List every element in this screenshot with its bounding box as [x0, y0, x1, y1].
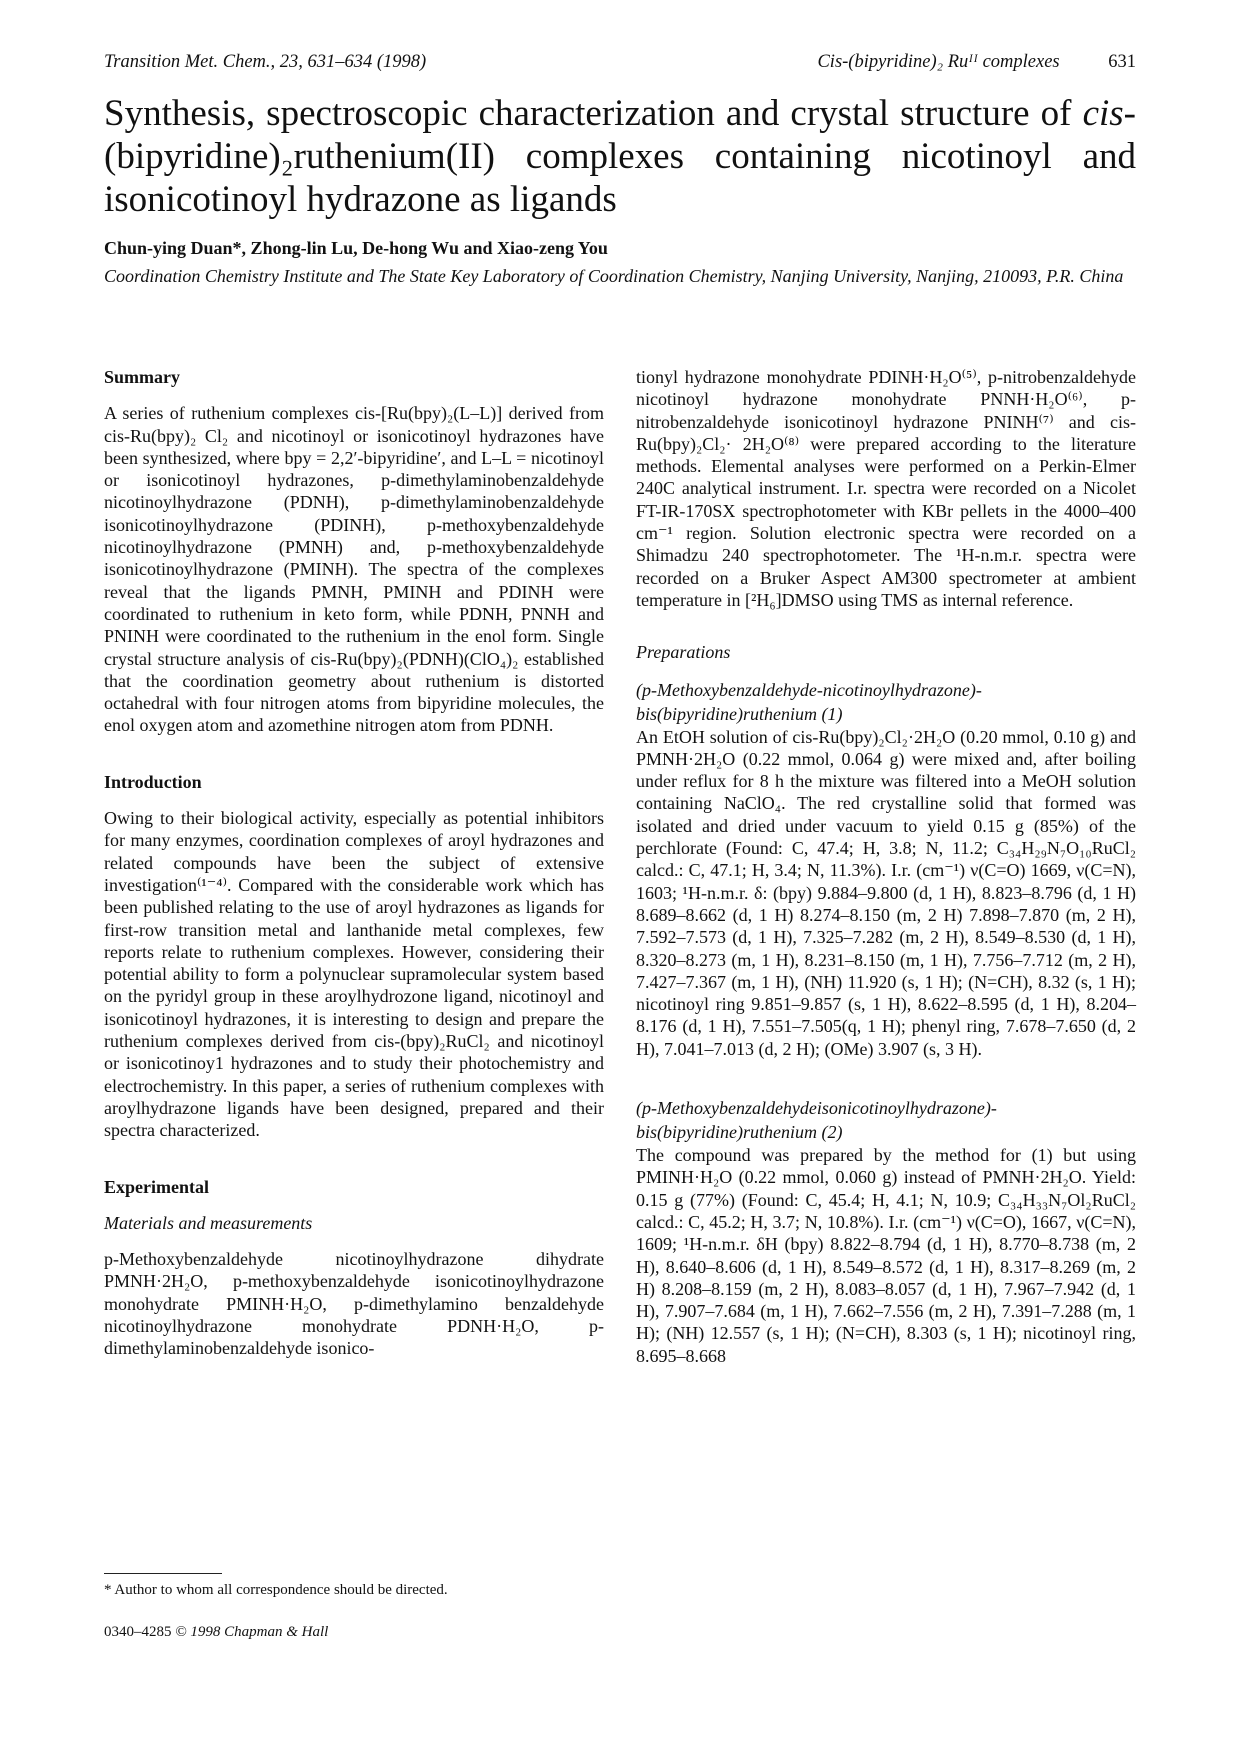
title-line-1: Synthesis, spectroscopic characterization and crystal structure of [104, 93, 1072, 134]
affiliation: Coordination Chemistry Institute and The State Key Laboratory of Coordination Chemistry, Nanjing University, Nanjing, 210093, P.R. China [104, 266, 1124, 286]
experimental-text-right: tionyl hydrazone monohydrate PDINH·H₂O⁽⁵⁾, p-nitrobenzaldehyde nicotinoyl hydrazone monohydrate PNNH·H₂O⁽⁶⁾, p-nitrobenzaldehyde isonicotinoyl hydrazone PNINH⁽⁷⁾ and cis-Ru(bpy)₂Cl₂· 2H₂O⁽⁸⁾ were prepared according to the literature methods. Elemental analyses were performed on a Perkin-Elmer 240C analytical instrument. I.r. spectra were recorded on a Nicolet FT-IR-170SX spectrophotometer with KBr pellets in the 4000–400 cm⁻¹ region. Solution electronic spectra were recorded on a Shimadzu 240 spectrophotometer. The ¹H-n.m.r. spectra were recorded on a Bruker Aspect AM300 spectrometer at ambient temperature in [²H₆]DMSO using TMS as internal reference. [636, 367, 1136, 610]
article-title [104, 92, 1136, 221]
experimental-heading: Experimental [104, 1176, 209, 1197]
preparations-heading: Preparations [636, 642, 731, 663]
page-number: 631 [1108, 52, 1136, 72]
summary-heading: Summary [104, 367, 180, 387]
footnote: * Author to whom all correspondence should be directed. [104, 1582, 448, 1598]
running-head-right [817, 52, 1136, 73]
introduction-heading: Introduction [104, 771, 202, 792]
left-column [104, 366, 604, 1360]
experimental-text-left: p-Methoxybenzaldehyde nicotinoylhydrazone dihydrate PMNH·2H₂O, p-methoxybenzaldehyde isonicotinoylhydrazone monohydrate PMINH·H₂O, p-dimethylamino benzaldehyde nicotinoylhydrazone monohydrate PDNH·H₂O, p-dimethylaminobenzaldehyde isonico- [104, 1249, 604, 1359]
title-cis: cis [1082, 93, 1124, 134]
introduction-text: Owing to their biological activity, especially as potential inhibitors for many enzymes, coordination complexes of aroyl hydrazones and related compounds have been the subject of extensive investigation⁽¹⁻⁴⁾. Compared with the considerable work which has been published relating to the use of aroyl hydrazones as ligands for first-row transition metal and lanthanide metal complexes, few reports relate to ruthenium complexes. However, considering their potential ability to form a polynuclear supramolecular system based on the pyridyl group in these aroylhydrozone ligand, nicotinoyl and isonicotinoyl hydrazones, it is interesting to design and prepare the ruthenium complexes derived from cis-(bpy)₂RuCl₂ and nicotinoyl or isonicotinoy1 hydrazones and to study their photochemistry and electrochemistry. In this paper, a series of ruthenium complexes with aroylhydrazone ligands have been designed, prepared and their spectra characterized. [104, 808, 604, 1141]
footnote-rule [104, 1573, 222, 1574]
copyright: © 1998 Chapman & Hall [175, 1624, 329, 1640]
compound-1-name-line-1: (p-Methoxybenzaldehyde-nicotinoylhydrazone)- [636, 679, 982, 700]
authors: Chun-ying Duan*, Zhong-lin Lu, De-hong Wu and Xiao-zeng You [104, 238, 608, 258]
compound-2-name-line-2: bis(bipyridine)ruthenium (2) [636, 1122, 843, 1143]
right-column [636, 366, 1136, 1367]
compound-2-name-line-1: (p-Methoxybenzaldehydeisonicotinoylhydrazone)- [636, 1098, 997, 1119]
journal-citation: Transition Met. Chem., 23, 631–634 (1998) [104, 52, 427, 72]
imprint [104, 1624, 328, 1641]
short-title: Cis-(bipyridine)₂ Ruᴵᴵ complexes [817, 52, 1060, 72]
materials-subheading: Materials and measurements [104, 1212, 313, 1233]
compound-2-text: The compound was prepared by the method for (1) but using PMINH·H₂O (0.22 mmol, 0.060 g) instead of PMNH·2H₂O. Yield: 0.15 g (77%) (Found: C, 45.4; H, 4.1; N, 10.9; C₃₄H₃₃N₇Ol₂RuCl₂ calcd.: C, 45.2; H, 3.7; N, 10.8%). I.r. (cm⁻¹) ν(C=O), 1667, ν(C=N), 1609; ¹H-n.m.r. δH (bpy) 8.822–8.794 (d, 1 H), 8.770–8.738 (m, 2 H), 8.640–8.606 (d, 1 H), 8.549–8.572 (d, 1 H), 8.317–8.269 (m, 2 H) 8.208–8.159 (m, 2 H), 8.083–8.057 (d, 1 H), 7.967–7.942 (d, 1 H), 7.907–7.684 (m, 1 H), 7.662–7.556 (m, 2 H), 7.391–7.288 (m, 1 H); (NH) 12.557 (s, 1 H); (N=CH), 8.303 (s, 1 H); nicotinoyl ring, 8.695–8.668 [636, 1145, 1136, 1366]
compound-1-text: An EtOH solution of cis-Ru(bpy)₂Cl₂·2H₂O (0.20 mmol, 0.10 g) and PMNH·2H₂O (0.22 mmol, 0.064 g) were mixed and, after boiling under reflux for 8 h the mixture was filtered into a MeOH solution containing NaClO₄. The red crystalline solid that formed was isolated and dried under vacuum to yield 0.15 g (85%) of the perchlorate (Found: C, 47.4; H, 3.8; N, 11.2; C₃₄H₂₉N₇O₁₀RuCl₂ calcd.: C, 47.1; H, 3.4; N, 11.3%). I.r. (cm⁻¹) ν(C=O) 1669, ν(C=N), 1603; ¹H-n.m.r. δ: (bpy) 9.884–9.800 (d, 1 H), 8.823–8.796 (d, 1 H) 8.689–8.662 (d, 1 H) 8.274–8.150 (m, 2 H) 7.898–7.870 (m, 2 H), 7.592–7.573 (d, 1 H), 7.325–7.282 (m, 2 H), 8.549–8.530 (d, 1 H), 8.320–8.273 (m, 1 H), 8.231–8.150 (m, 1 H), 7.756–7.712 (m, 2 H), 7.427–7.367 (m, 1 H), (NH) 11.920 (s, 1 H); (N=CH), 8.32 (s, 1 H); nicotinoyl ring 9.851–9.857 (s, 1 H), 8.622–8.595 (d, 1 H), 8.204–8.176 (d, 1 H), 7.551–7.505(q, 1 H); phenyl ring, 7.678–7.650 (d, 2 H), 7.041–7.013 (d, 2 H); (OMe) 3.907 (s, 3 H). [636, 726, 1136, 1059]
compound-1-name-line-2: bis(bipyridine)ruthenium (1) [636, 703, 843, 724]
issn: 0340–4285 [104, 1624, 172, 1640]
title-line-3: and isonicotinoyl hydrazone as ligands [104, 136, 1136, 220]
summary-text: A series of ruthenium complexes cis-[Ru(bpy)₂(L–L)] derived from cis-Ru(bpy)₂ Cl₂ and nicotinoyl or isonicotinoyl hydrazones have been synthesized, where bpy = 2,2′-bipyridine′, and L–L = nicotinoyl or isonicotinoyl hydrazones, p-dimethylaminobenzaldehyde nicotinoylhydrazone (PDNH), p-dimethylaminobenzaldehyde isonicotinoylhydrazone (PDINH), p-methoxybenzaldehyde nicotinoylhydrazone (PMNH) and, p-methoxybenzaldehyde isonicotinoylhydrazone (PMINH). The spectra of the complexes reveal that the ligands PMNH, PMINH and PDINH were coordinated to ruthenium in keto form, while PDNH, PNNH and PNINH were coordinated to the ruthenium in the enol form. Single crystal structure analysis of cis-Ru(bpy)₂(PDNH)(ClO₄)₂ established that the coordination geometry about ruthenium is distorted octahedral with four nitrogen atoms from bipyridine molecules, the enol oxygen atom and azomethine nitrogen atom from PDNH. [104, 403, 604, 736]
title-line-2: -(bipyridine)₂ruthenium(II) complexes containing nicotinoyl [104, 93, 1136, 177]
